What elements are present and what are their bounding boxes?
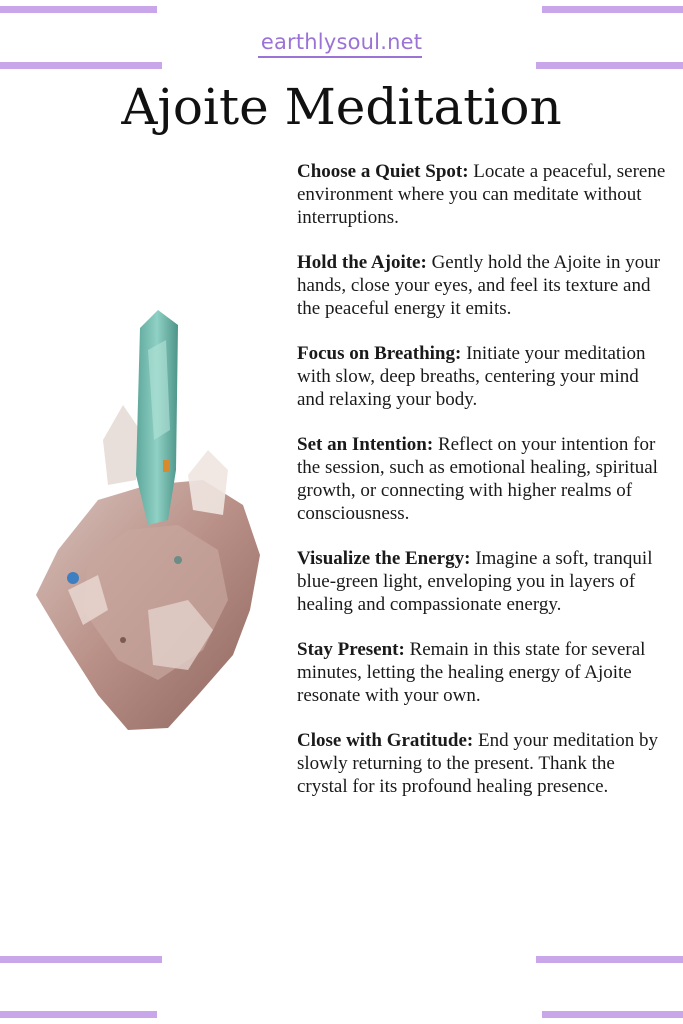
bottom-left-bar-upper <box>0 956 162 963</box>
step-close-gratitude <box>297 729 669 798</box>
step-text: Imagine a soft, tranquil blue-green light, enveloping you in layers of healing and compassionate energy. <box>297 548 653 615</box>
step-focus-breathing <box>297 342 669 411</box>
top-right-bar-lower <box>536 62 683 69</box>
step-text: Remain in this state for several minutes, letting the healing energy of Ajoite resonate with your own. <box>297 639 646 706</box>
step-choose-quiet-spot <box>297 160 669 229</box>
step-set-intention <box>297 433 669 525</box>
step-heading: Stay Present: <box>297 639 405 660</box>
step-heading: Focus on Breathing: <box>297 343 462 364</box>
step-heading: Set an Intention: <box>297 434 434 455</box>
top-right-bar-upper <box>542 6 683 13</box>
step-text: Reflect on your intention for the session, such as emotional healing, spiritual growth, or connecting with higher realms of consciousness. <box>297 434 658 524</box>
step-text: Locate a peaceful, serene environment where you can meditate without interruptions. <box>297 161 666 228</box>
page-title: Ajoite Meditation <box>121 78 562 136</box>
step-heading: Close with Gratitude: <box>297 730 474 751</box>
bottom-right-bar-lower <box>542 1011 683 1018</box>
step-hold-ajoite <box>297 251 669 320</box>
meditation-steps <box>297 160 669 820</box>
step-heading: Visualize the Energy: <box>297 548 471 569</box>
top-left-bar-upper <box>0 6 157 13</box>
step-text: Initiate your meditation with slow, deep breaths, centering your mind and relaxing your body. <box>297 343 646 410</box>
logo-underline <box>258 56 422 58</box>
step-visualize-energy <box>297 547 669 616</box>
step-stay-present <box>297 638 669 707</box>
step-heading: Hold the Ajoite: <box>297 252 427 273</box>
brand-logo[interactable]: earthlysoul.net <box>260 30 423 54</box>
step-text: End your meditation by slowly returning to the present. Thank the crystal for its profound healing presence. <box>297 730 658 797</box>
step-heading: Choose a Quiet Spot: <box>297 161 469 182</box>
step-text: Gently hold the Ajoite in your hands, close your eyes, and feel its texture and the peaceful energy it emits. <box>297 252 661 319</box>
ajoite-crystal-image <box>28 310 278 740</box>
bottom-left-bar-lower <box>0 1011 157 1018</box>
bottom-right-bar-upper <box>536 956 683 963</box>
top-left-bar-lower <box>0 62 162 69</box>
